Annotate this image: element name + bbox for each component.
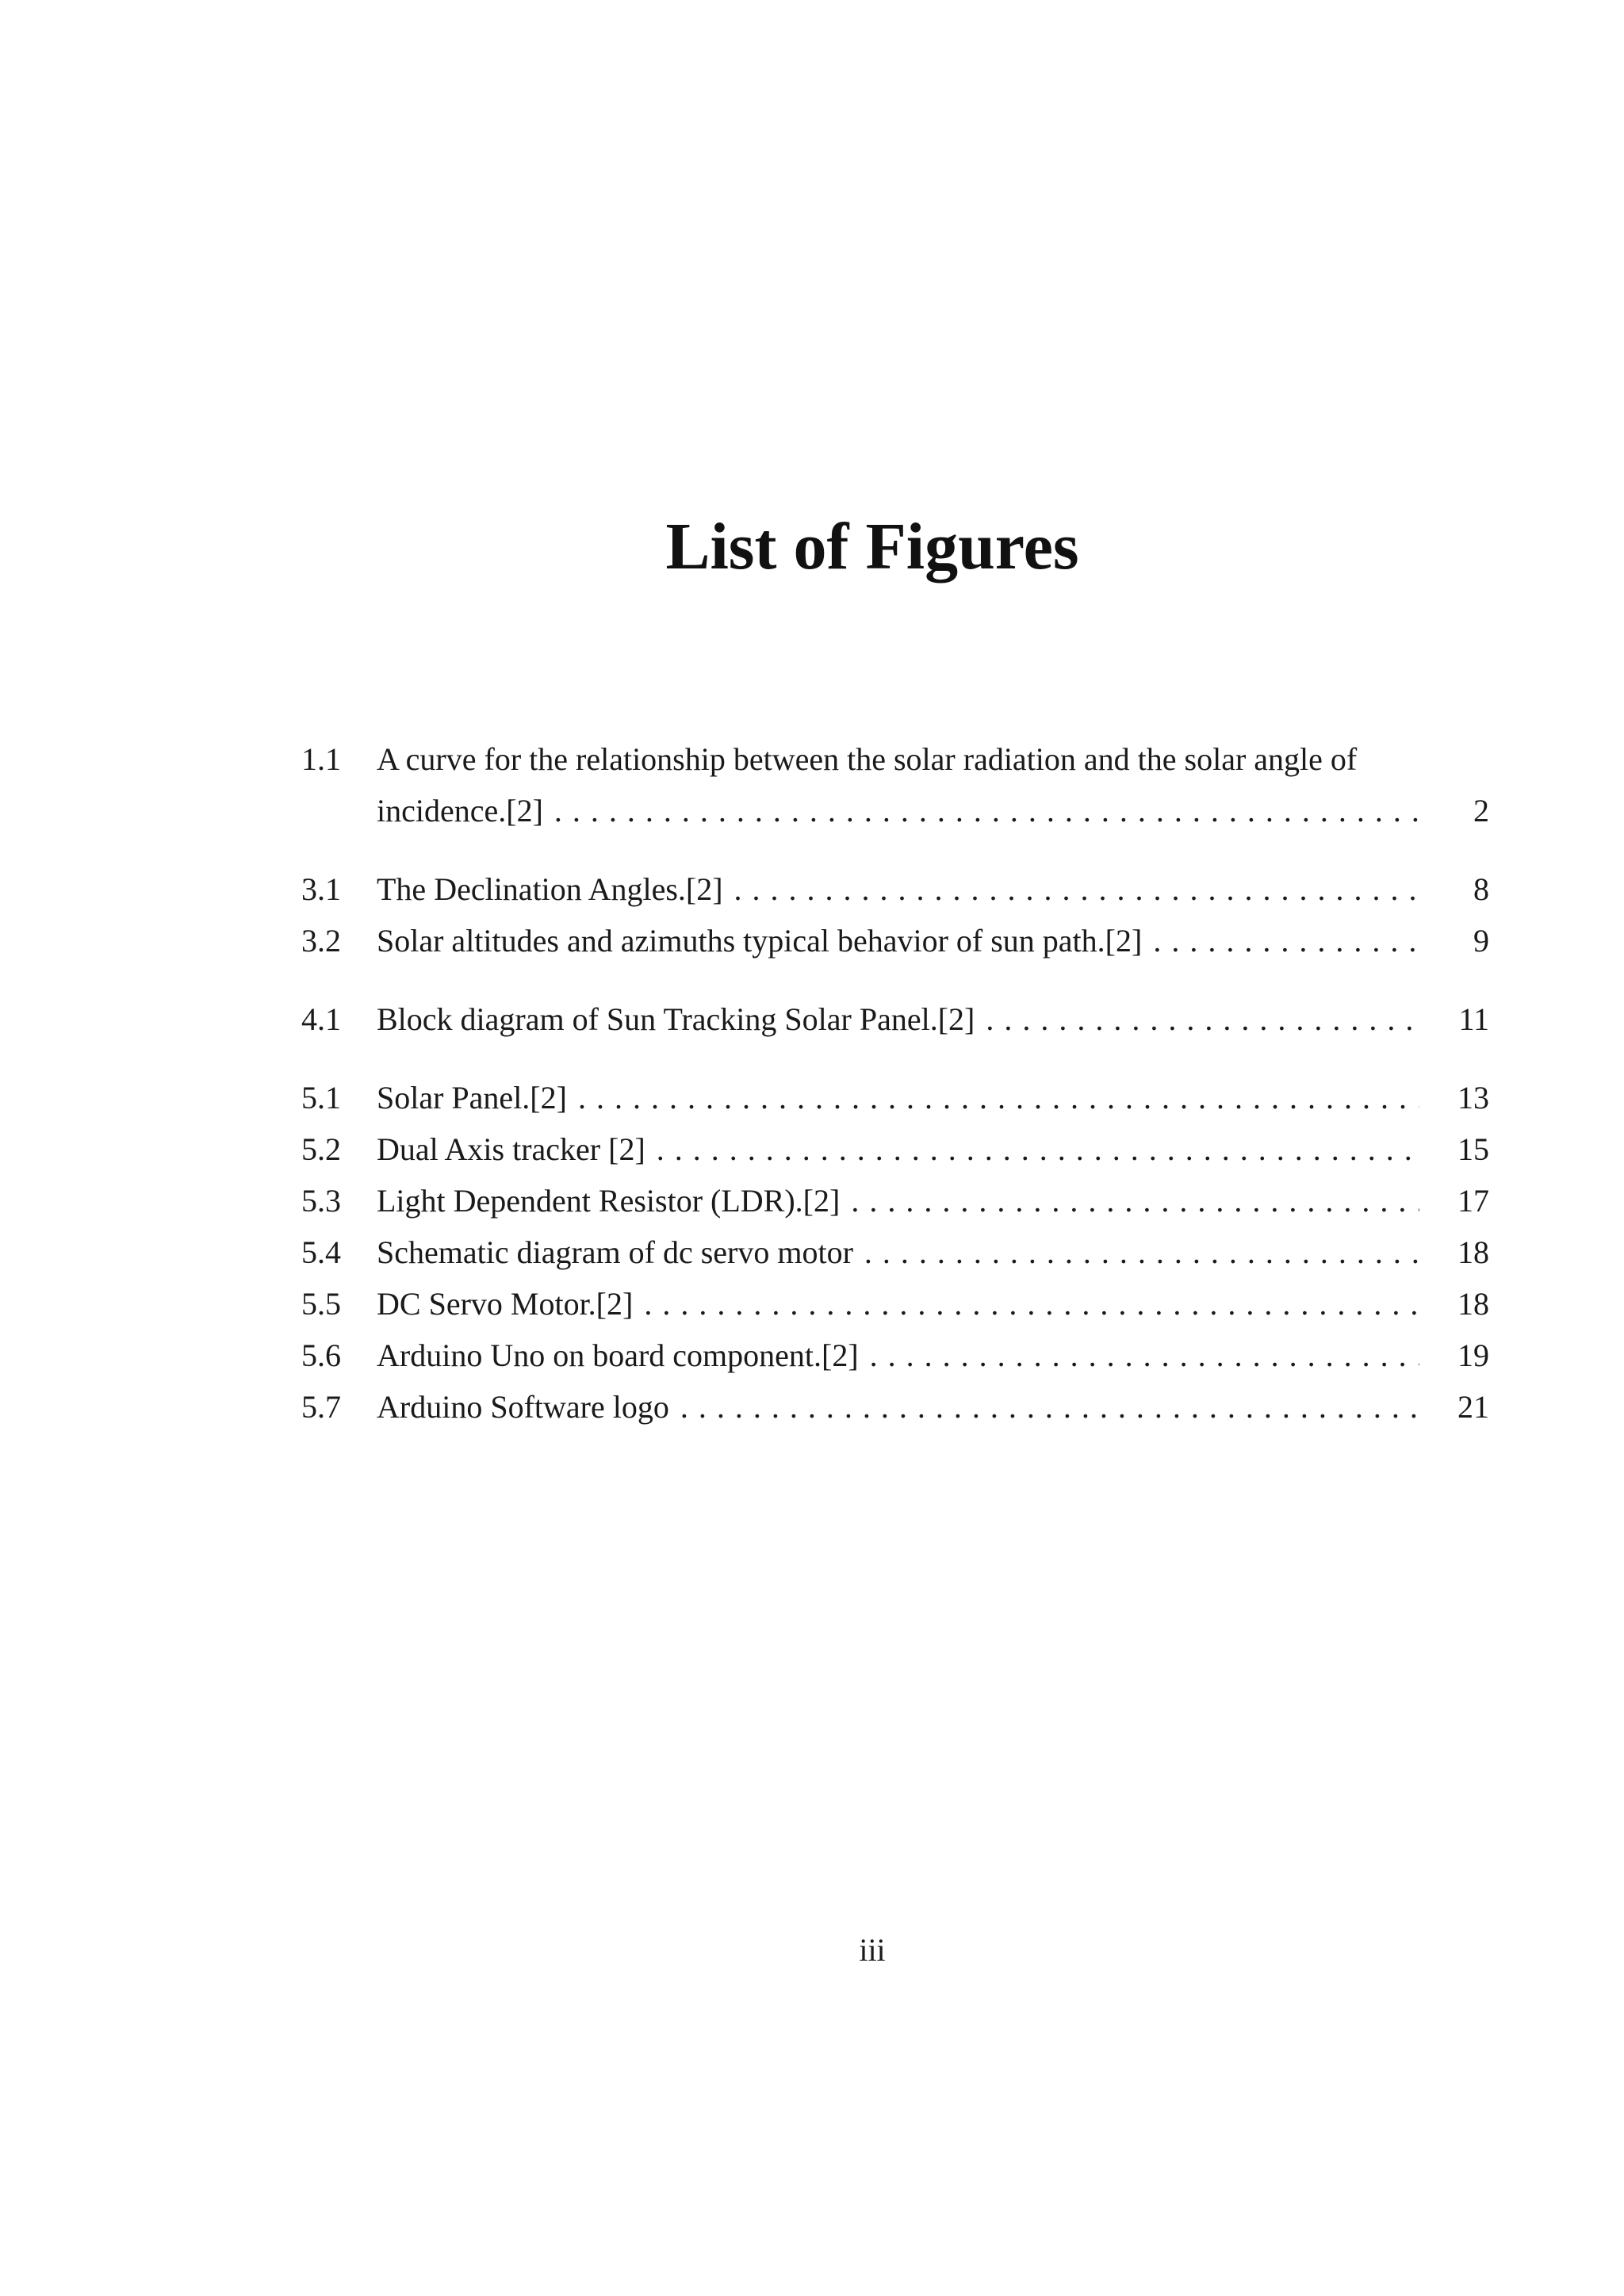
figure-entry[interactable] [301, 1278, 1489, 1330]
figure-caption [377, 1330, 1424, 1381]
figure-number: 5.6 [301, 1337, 341, 1373]
caption-text: Schematic diagram of dc servo motor [377, 1234, 853, 1270]
figure-page-number[interactable]: 18 [1457, 1234, 1489, 1270]
caption-text: The Declination Angles.[2] [377, 871, 723, 907]
caption-line [377, 1175, 1424, 1226]
figure-caption [377, 1226, 1424, 1278]
figure-number: 5.2 [301, 1131, 341, 1167]
figure-number: 1.1 [301, 741, 341, 777]
figure-page-number[interactable]: 2 [1473, 793, 1489, 828]
caption-text: Arduino Uno on board component.[2] [377, 1337, 859, 1373]
caption-line [377, 1381, 1424, 1433]
caption-line [377, 733, 1424, 785]
figure-entry[interactable] [301, 1226, 1489, 1278]
page-number: iii [859, 1932, 886, 1968]
figure-number: 5.4 [301, 1234, 341, 1270]
figure-caption [377, 993, 1424, 1045]
caption-text: incidence.[2] [377, 793, 543, 828]
caption-text: Light Dependent Resistor (LDR).[2] [377, 1183, 841, 1219]
caption-line [377, 915, 1424, 966]
dot-leader [986, 993, 1419, 1045]
figure-group [301, 993, 1489, 1045]
caption-text: Solar Panel.[2] [377, 1080, 567, 1115]
figure-page-number[interactable]: 13 [1457, 1080, 1489, 1115]
figure-group [301, 1072, 1489, 1433]
dot-leader [644, 1278, 1419, 1330]
caption-text: Arduino Software logo [377, 1389, 669, 1425]
caption-line [377, 1072, 1424, 1123]
page-title: List of Figures [665, 510, 1079, 584]
figure-caption [377, 915, 1424, 966]
dot-leader [680, 1381, 1419, 1433]
figure-number: 5.1 [301, 1080, 341, 1115]
dot-leader [1153, 915, 1419, 966]
caption-line [377, 1278, 1424, 1330]
caption-text: DC Servo Motor.[2] [377, 1286, 634, 1322]
dot-leader [870, 1330, 1419, 1381]
caption-line [377, 1330, 1424, 1381]
figure-caption [377, 1278, 1424, 1330]
figure-caption [377, 1381, 1424, 1433]
caption-text: Block diagram of Sun Tracking Solar Panel.[2] [377, 1001, 975, 1037]
figure-page-number[interactable]: 15 [1457, 1131, 1489, 1167]
figure-number: 5.5 [301, 1286, 341, 1322]
figure-page-number[interactable]: 19 [1457, 1337, 1489, 1373]
figure-entry[interactable] [301, 1123, 1489, 1175]
figure-page-number[interactable]: 11 [1458, 1001, 1489, 1037]
dot-leader [578, 1072, 1419, 1123]
figure-page-number[interactable]: 21 [1457, 1389, 1489, 1425]
caption-line [377, 1123, 1424, 1175]
figure-caption [377, 733, 1424, 836]
list-of-figures [301, 733, 1489, 1460]
figure-entry[interactable] [301, 915, 1489, 966]
figure-caption [377, 863, 1424, 915]
figure-entry[interactable] [301, 1072, 1489, 1123]
figure-group [301, 733, 1489, 836]
figure-number: 3.1 [301, 871, 341, 907]
figure-number: 5.7 [301, 1389, 341, 1425]
figure-entry[interactable] [301, 1330, 1489, 1381]
caption-line [377, 1226, 1424, 1278]
figure-entry[interactable] [301, 1381, 1489, 1433]
figure-caption [377, 1175, 1424, 1226]
figure-entry[interactable] [301, 1175, 1489, 1226]
dot-leader [734, 863, 1419, 915]
figure-caption [377, 1072, 1424, 1123]
figure-page-number[interactable]: 9 [1473, 923, 1489, 959]
figure-page-number[interactable]: 17 [1457, 1183, 1489, 1219]
figure-page-number[interactable]: 18 [1457, 1286, 1489, 1322]
caption-line [377, 863, 1424, 915]
caption-text: Solar altitudes and azimuths typical behavior of sun path.[2] [377, 923, 1143, 959]
figure-entry[interactable] [301, 733, 1489, 836]
figure-page-number[interactable]: 8 [1473, 871, 1489, 907]
figure-caption [377, 1123, 1424, 1175]
dot-leader [554, 785, 1419, 836]
figure-group [301, 863, 1489, 966]
caption-line [377, 785, 1424, 836]
figure-number: 3.2 [301, 923, 341, 959]
dot-leader [851, 1175, 1419, 1226]
dot-leader [864, 1226, 1419, 1278]
dot-leader [657, 1123, 1419, 1175]
figure-number: 5.3 [301, 1183, 341, 1219]
caption-text: A curve for the relationship between the solar radiation and the solar angle of [377, 741, 1358, 777]
figure-entry[interactable] [301, 993, 1489, 1045]
figure-entry[interactable] [301, 863, 1489, 915]
caption-line [377, 993, 1424, 1045]
caption-text: Dual Axis tracker [2] [377, 1131, 645, 1167]
figure-number: 4.1 [301, 1001, 341, 1037]
